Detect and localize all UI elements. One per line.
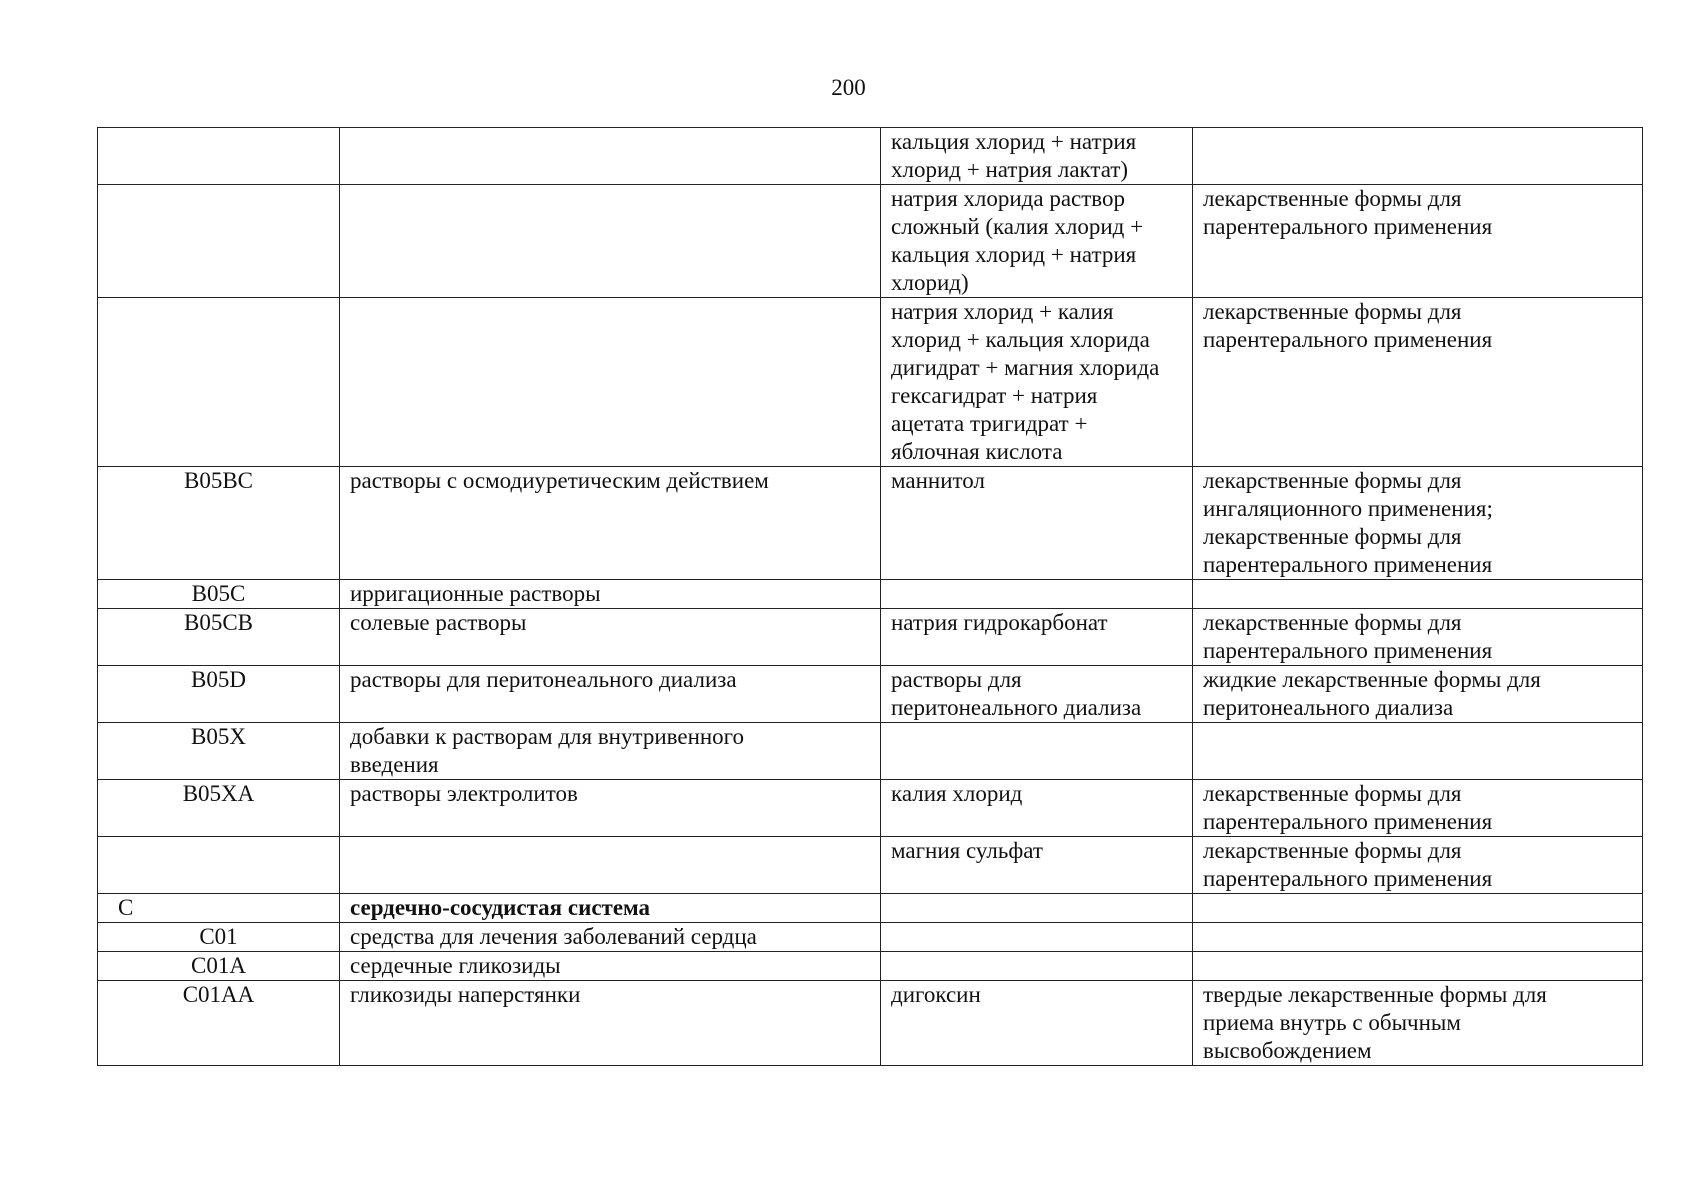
drug-name-cell bbox=[881, 837, 1193, 894]
group-text-line: сердечно-сосудистая система bbox=[350, 895, 651, 920]
drug-text-line: кальция хлорид + натрия bbox=[891, 242, 1137, 267]
drug-text-line: натрия гидрокарбонат bbox=[891, 610, 1108, 635]
dosage-forms-cell bbox=[1193, 837, 1643, 894]
drug-name-cell bbox=[881, 780, 1193, 837]
table-row bbox=[98, 185, 1643, 298]
atc-code-cell bbox=[98, 666, 340, 723]
dosage-forms-cell bbox=[1193, 128, 1643, 185]
dosage-forms-cell bbox=[1193, 723, 1643, 780]
drug-text-line: хлорид) bbox=[891, 270, 969, 295]
atc-code-cell bbox=[98, 981, 340, 1066]
atc-code: C01A bbox=[191, 953, 246, 978]
forms-text-line: перитонеального диализа bbox=[1203, 695, 1454, 720]
table-row bbox=[98, 780, 1643, 837]
group-name-cell bbox=[340, 298, 881, 467]
group-text-line: растворы электролитов bbox=[350, 781, 578, 806]
forms-text-line: парентерального применения bbox=[1203, 327, 1493, 352]
atc-code-cell bbox=[98, 780, 340, 837]
atc-code-cell bbox=[98, 609, 340, 666]
drug-text-line: дигидрат + магния хлорида bbox=[891, 355, 1160, 380]
group-name-cell bbox=[340, 666, 881, 723]
dosage-forms-cell bbox=[1193, 894, 1643, 923]
atc-code: B05D bbox=[191, 667, 246, 692]
forms-text-line: парентерального применения bbox=[1203, 214, 1493, 239]
drug-text-line: ацетата тригидрат + bbox=[891, 411, 1088, 436]
forms-text-line: лекарственные формы для bbox=[1203, 524, 1462, 549]
forms-text-line: парентерального применения bbox=[1203, 552, 1493, 577]
drug-text-line: кальция хлорид + натрия bbox=[891, 129, 1137, 154]
drug-text-line: гексагидрат + натрия bbox=[891, 383, 1098, 408]
forms-text-line: лекарственные формы для bbox=[1203, 468, 1462, 493]
table-row bbox=[98, 894, 1643, 923]
group-text-line: средства для лечения заболеваний сердца bbox=[350, 924, 757, 949]
group-text-line: введения bbox=[350, 752, 439, 777]
drug-name-cell bbox=[881, 923, 1193, 952]
table-body bbox=[98, 128, 1643, 1066]
table-row bbox=[98, 298, 1643, 467]
drug-text-line: дигоксин bbox=[891, 982, 981, 1007]
table-row bbox=[98, 952, 1643, 981]
table-row bbox=[98, 609, 1643, 666]
dosage-forms-cell bbox=[1193, 952, 1643, 981]
group-text-line: ирригационные растворы bbox=[350, 581, 601, 606]
atc-code: B05C bbox=[191, 581, 246, 606]
atc-code-cell bbox=[98, 128, 340, 185]
dosage-forms-cell bbox=[1193, 666, 1643, 723]
atc-code: B05CB bbox=[183, 610, 254, 635]
atc-code-cell bbox=[98, 580, 340, 609]
atc-code: B05XA bbox=[182, 781, 255, 806]
drug-text-line: калия хлорид bbox=[891, 781, 1023, 806]
group-name-cell bbox=[340, 837, 881, 894]
group-name-cell bbox=[340, 185, 881, 298]
group-name-cell bbox=[340, 723, 881, 780]
forms-text-line: лекарственные формы для bbox=[1203, 838, 1462, 863]
group-name-cell bbox=[340, 780, 881, 837]
forms-text-line: парентерального применения bbox=[1203, 638, 1493, 663]
atc-code: C01AA bbox=[182, 982, 255, 1007]
dosage-forms-cell bbox=[1193, 185, 1643, 298]
group-name-cell bbox=[340, 467, 881, 580]
table-row bbox=[98, 128, 1643, 185]
table-row bbox=[98, 981, 1643, 1066]
drug-text-line: сложный (калия хлорид + bbox=[891, 214, 1144, 239]
atc-code-cell bbox=[98, 952, 340, 981]
forms-text-line: ингаляционного применения; bbox=[1203, 496, 1493, 521]
atc-code: B05BC bbox=[183, 468, 254, 493]
drug-text-line: натрия хлорид + калия bbox=[891, 299, 1114, 324]
drug-text-line: перитонеального диализа bbox=[891, 695, 1142, 720]
forms-text-line: твердые лекарственные формы для bbox=[1203, 982, 1547, 1007]
atc-code-cell bbox=[98, 185, 340, 298]
table-row bbox=[98, 923, 1643, 952]
drug-name-cell bbox=[881, 666, 1193, 723]
group-name-cell bbox=[340, 952, 881, 981]
page-number: 200 bbox=[831, 75, 866, 100]
forms-text-line: лекарственные формы для bbox=[1203, 299, 1462, 324]
forms-text-line: лекарственные формы для bbox=[1203, 610, 1462, 635]
group-name-cell bbox=[340, 128, 881, 185]
drug-name-cell bbox=[881, 185, 1193, 298]
table-row bbox=[98, 837, 1643, 894]
group-text-line: гликозиды наперстянки bbox=[350, 982, 581, 1007]
drug-name-cell bbox=[881, 298, 1193, 467]
atc-code-cell bbox=[98, 894, 340, 923]
group-name-cell bbox=[340, 609, 881, 666]
forms-text-line: жидкие лекарственные формы для bbox=[1203, 667, 1541, 692]
group-text-line: сердечные гликозиды bbox=[350, 953, 561, 978]
dosage-forms-cell bbox=[1193, 923, 1643, 952]
forms-text-line: лекарственные формы для bbox=[1203, 781, 1462, 806]
group-text-line: растворы с осмодиуретическим действием bbox=[350, 468, 769, 493]
atc-code-cell bbox=[98, 298, 340, 467]
drug-name-cell bbox=[881, 723, 1193, 780]
drug-name-cell bbox=[881, 609, 1193, 666]
group-name-cell bbox=[340, 894, 881, 923]
group-name-cell bbox=[340, 580, 881, 609]
dosage-forms-cell bbox=[1193, 580, 1643, 609]
drug-text-line: маннитол bbox=[891, 468, 985, 493]
drug-text-line: магния сульфат bbox=[891, 838, 1043, 863]
drug-name-cell bbox=[881, 128, 1193, 185]
group-text-line: добавки к растворам для внутривенного bbox=[350, 724, 745, 749]
drug-table bbox=[97, 127, 1643, 1066]
atc-code-cell bbox=[98, 923, 340, 952]
table-row bbox=[98, 580, 1643, 609]
drug-name-cell bbox=[881, 952, 1193, 981]
forms-text-line: парентерального применения bbox=[1203, 809, 1493, 834]
drug-name-cell bbox=[881, 467, 1193, 580]
atc-code: C bbox=[118, 895, 134, 920]
table-row bbox=[98, 666, 1643, 723]
dosage-forms-cell bbox=[1193, 298, 1643, 467]
forms-text-line: высвобождением bbox=[1203, 1038, 1372, 1063]
group-text-line: растворы для перитонеального диализа bbox=[350, 667, 737, 692]
atc-code-cell bbox=[98, 723, 340, 780]
forms-text-line: приема внутрь с обычным bbox=[1203, 1010, 1461, 1035]
dosage-forms-cell bbox=[1193, 467, 1643, 580]
atc-code-cell bbox=[98, 467, 340, 580]
drug-text-line: натрия хлорида раствор bbox=[891, 186, 1126, 211]
dosage-forms-cell bbox=[1193, 780, 1643, 837]
forms-text-line: лекарственные формы для bbox=[1203, 186, 1462, 211]
drug-text-line: хлорид + натрия лактат) bbox=[891, 157, 1129, 182]
group-text-line: солевые растворы bbox=[350, 610, 527, 635]
drug-text-line: хлорид + кальция хлорида bbox=[891, 327, 1150, 352]
drug-text-line: растворы для bbox=[891, 667, 1022, 692]
table-row bbox=[98, 723, 1643, 780]
drug-name-cell bbox=[881, 580, 1193, 609]
atc-code-cell bbox=[98, 837, 340, 894]
table-row bbox=[98, 467, 1643, 580]
dosage-forms-cell bbox=[1193, 609, 1643, 666]
drug-text-line: яблочная кислота bbox=[891, 439, 1063, 464]
atc-code: C01 bbox=[199, 924, 238, 949]
drug-name-cell bbox=[881, 981, 1193, 1066]
dosage-forms-cell bbox=[1193, 981, 1643, 1066]
forms-text-line: парентерального применения bbox=[1203, 866, 1493, 891]
atc-code: B05X bbox=[191, 724, 246, 749]
drug-name-cell bbox=[881, 894, 1193, 923]
group-name-cell bbox=[340, 923, 881, 952]
group-name-cell bbox=[340, 981, 881, 1066]
